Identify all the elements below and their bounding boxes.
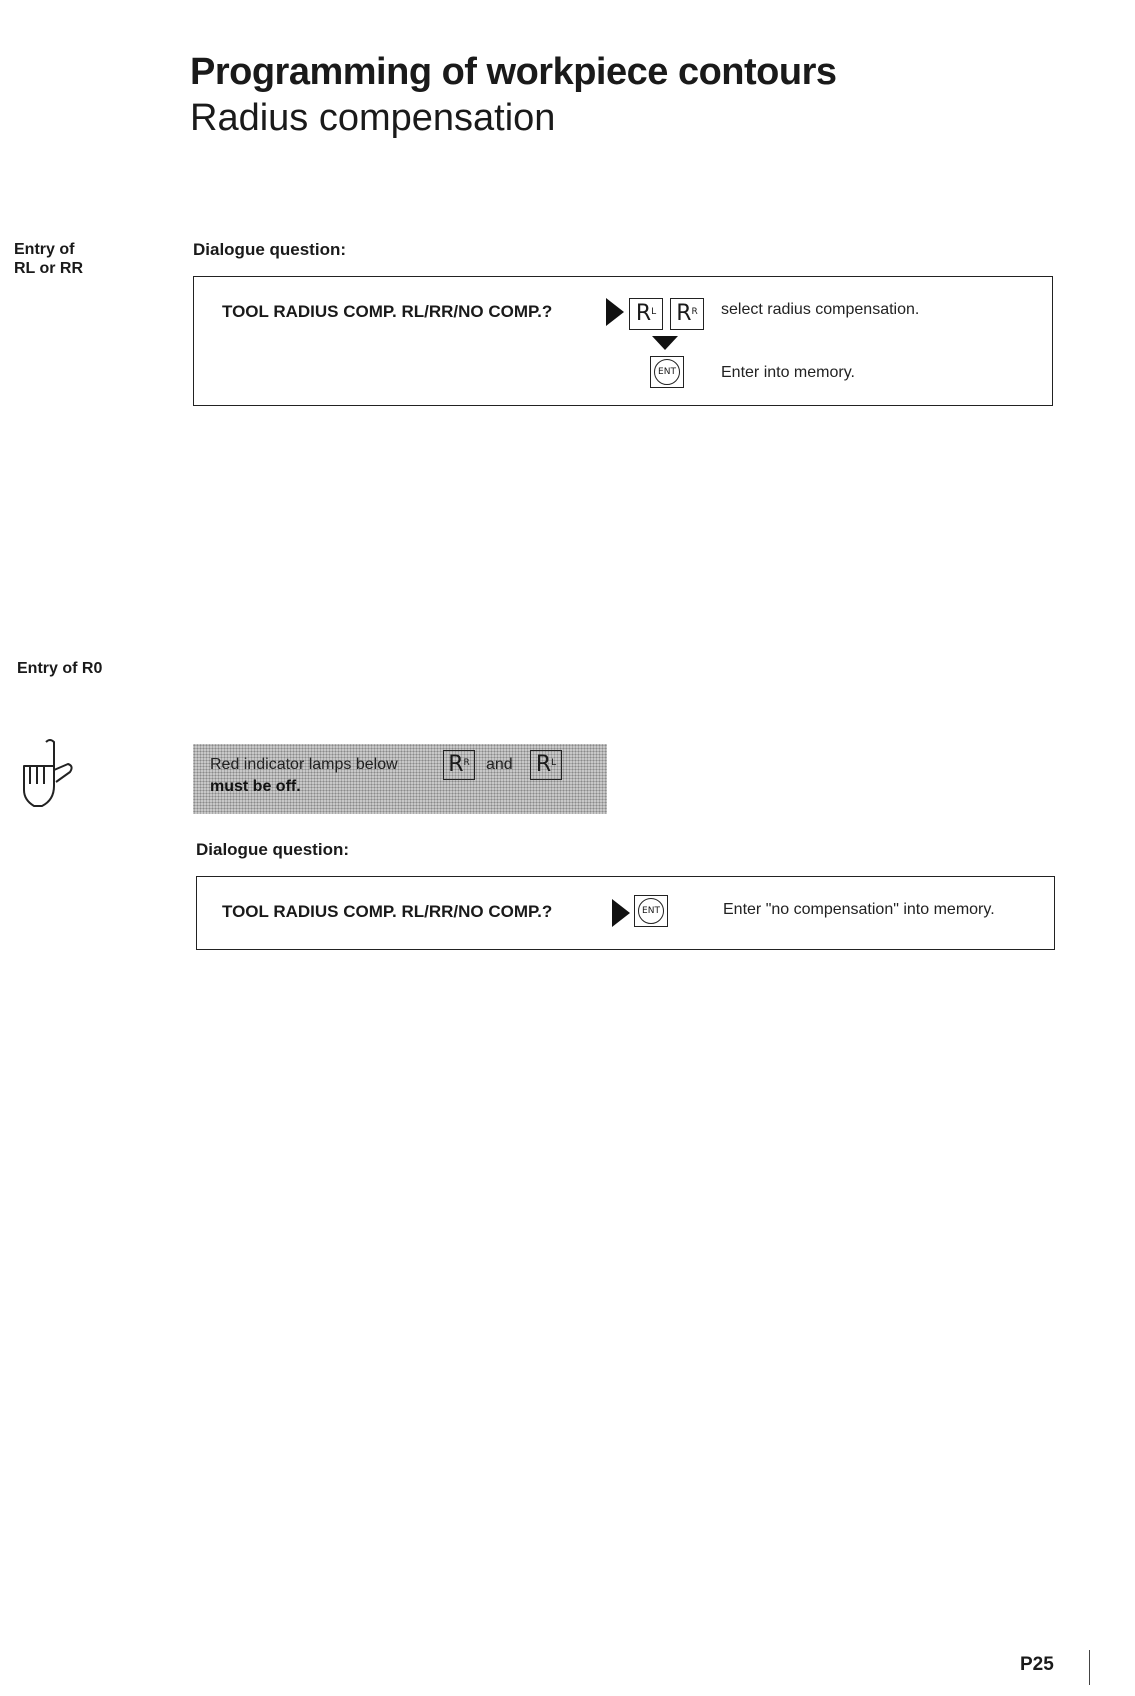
ent-key [650, 356, 684, 388]
step-description: select radius compensation. [721, 301, 920, 318]
side-label-rl-rr [14, 240, 83, 278]
side-label-r0: Entry of R0 [17, 660, 103, 677]
dialogue-label: Dialogue question: [196, 840, 349, 859]
key-sup: L [551, 758, 557, 768]
margin-line [1089, 1650, 1090, 1685]
rr-key-note [443, 750, 475, 780]
side-label-line: RL or RR [14, 260, 84, 278]
note-text [210, 756, 398, 774]
pointing-hand-icon [18, 736, 78, 814]
note-text-part: Red indicator lamps below [210, 756, 398, 773]
arrow-right-icon [612, 899, 630, 927]
ent-key [634, 895, 668, 927]
ent-key-label: ENT [654, 359, 680, 385]
key-letter: R [676, 301, 692, 326]
arrow-right-icon [606, 298, 624, 326]
key-letter: R [535, 752, 552, 777]
note-and: and [486, 756, 513, 773]
arrow-down-icon [652, 336, 678, 350]
note-bold-text: must be off. [210, 778, 301, 795]
key-sup: R [463, 758, 470, 768]
dialogue-box-rl-rr [193, 276, 1053, 406]
dialogue-question: TOOL RADIUS COMP. RL/RR/NO COMP.? [222, 302, 553, 321]
dialogue-label: Dialogue question: [193, 240, 346, 259]
key-letter: R [635, 301, 652, 326]
ent-key-label: ENT [638, 898, 664, 924]
step-description: Enter into memory. [721, 364, 855, 381]
key-sup: R [691, 307, 698, 317]
dialogue-question: TOOL RADIUS COMP. RL/RR/NO COMP.? [222, 902, 553, 921]
key-sup: L [651, 307, 657, 317]
page-number: P25 [1020, 1654, 1054, 1675]
side-label-line: Entry of [14, 241, 75, 258]
rr-key [670, 298, 704, 330]
page-subtitle: Radius compensation [190, 97, 556, 139]
rl-key-note [530, 750, 562, 780]
key-letter: R [448, 752, 464, 777]
step-description: Enter "no compensation" into memory. [723, 901, 995, 918]
rl-key [629, 298, 663, 330]
page-title: Programming of workpiece contours [190, 51, 837, 93]
